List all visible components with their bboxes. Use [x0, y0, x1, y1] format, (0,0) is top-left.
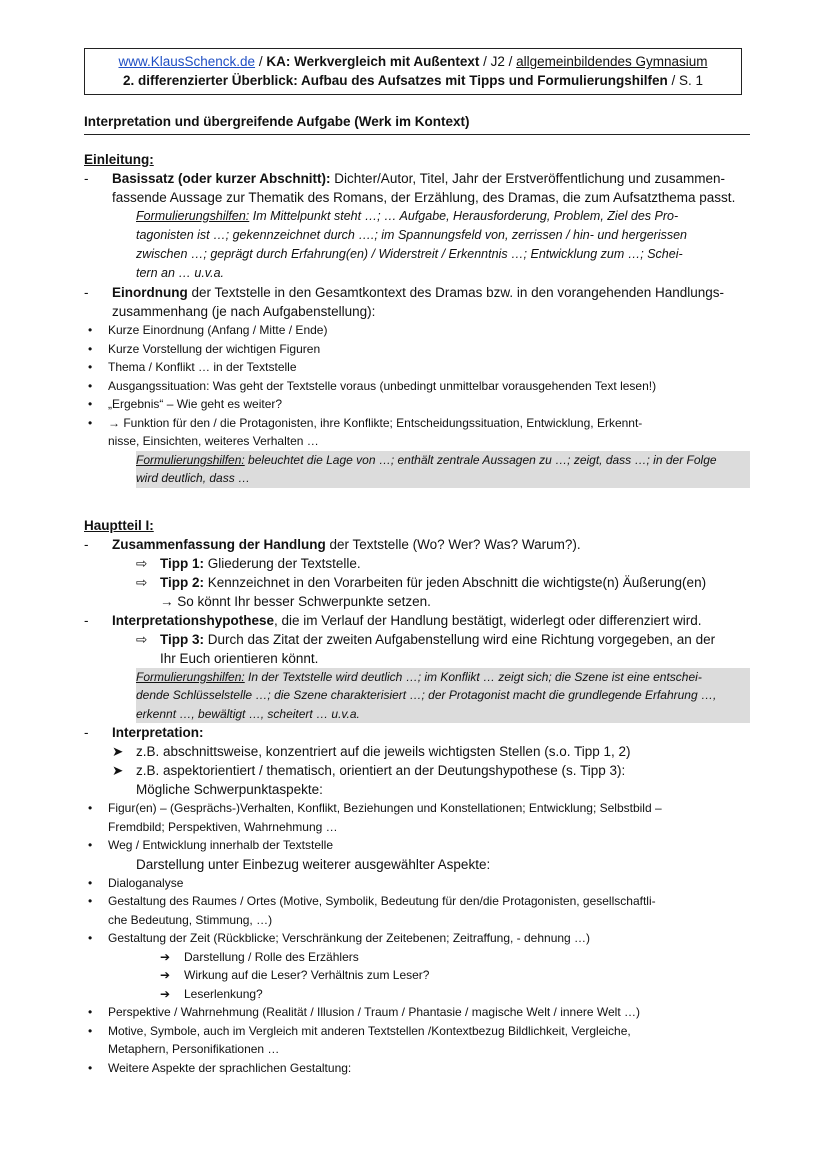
list-item: [84, 414, 750, 451]
tipp-3-line-2: Ihr Euch orientieren könnt.: [160, 650, 319, 666]
fh1-line-3: zwischen …; geprägt durch Erfahrung(en) / Widerstreit / Erkenntnis …; Entwicklung zum …; Schei-: [136, 247, 683, 261]
item-basissatz: [84, 169, 750, 207]
d-b2-line-1: Gestaltung des Raumes / Ortes (Motive, Symbolik, Bedeutung für den/die Protagonisten, gesellschaftli-: [108, 894, 656, 908]
document-header: [84, 48, 742, 95]
d-b2-line-2: che Bedeutung, Stimmung, …): [108, 912, 273, 927]
arrowhead-icon: ➤: [112, 763, 124, 778]
tipp-1-label: Tipp 1:: [160, 555, 205, 571]
list-item: • Kurze Einordnung (Anfang / Mitte / Ende): [84, 321, 750, 340]
interpretation-b-text: z.B. aspektorientiert / thematisch, orientiert an der Deutungshypothese (s. Tipp 3):: [136, 763, 626, 778]
zeit-arrows: [160, 948, 750, 1004]
darstellung-bullets: [84, 874, 750, 948]
basissatz-label: Basissatz (oder kurzer Abschnitt):: [112, 171, 331, 186]
tipp-2-text: Kennzeichnet in den Vorarbeiten für jeden Abschnitt die wichtigste(n) Äußerung(en): [204, 574, 707, 590]
tipp-2-label: Tipp 2:: [160, 574, 205, 590]
fh1-line-4: tern an … u.v.a.: [136, 266, 225, 280]
page-number: / S. 1: [667, 73, 704, 88]
sp-b1-line-2: Fremdbild; Perspektiven, Wahrnehmung …: [108, 819, 338, 834]
d-b5-line-2: Metaphern, Personifikationen …: [108, 1042, 280, 1056]
header-line-1: [85, 52, 741, 71]
sp-b1-line-1: Figur(en) – (Gesprächs-)Verhalten, Konflikt, Beziehungen und Konstellationen; Entwicklung; Selbstbild –: [108, 801, 662, 815]
item-interpretation: [84, 723, 750, 742]
hollow-arrow-icon: ⇨: [136, 631, 148, 647]
list-item: • Weg / Entwicklung innerhalb der Textstelle: [84, 836, 750, 855]
bold-arrow-icon: ➔: [160, 968, 171, 982]
hypothese-text: , die im Verlauf der Handlung bestätigt, widerlegt oder differenziert wird.: [274, 612, 702, 628]
bold-arrow-icon: ➔: [160, 986, 171, 1001]
einordnung-line-2: zusammenhang (je nach Aufgabenstellung):: [112, 304, 376, 319]
arrowhead-icon: ➤: [112, 744, 124, 759]
list-item: • Kurze Vorstellung der wichtigen Figuren: [84, 340, 750, 359]
tipp-3: [136, 630, 750, 668]
zusammenfassung-text: der Textstelle (Wo? Wer? Was? Warum?).: [325, 536, 581, 552]
darstellung-heading: Darstellung unter Einbezug weiterer ausgewählter Aspekte:: [136, 856, 491, 872]
item-einordnung: [84, 283, 750, 321]
tipp-1: [136, 554, 750, 573]
d-b5-line-1: Motive, Symbole, auch im Vergleich mit anderen Textstellen /Kontextbezug Bildlichkeit, Vergleiche,: [108, 1023, 631, 1038]
header-sep-2: / J2 /: [479, 54, 517, 69]
tipp-1-text: Gliederung der Textstelle.: [204, 555, 361, 571]
interpretation-a: [112, 742, 750, 761]
fh2-line-1: beleuchtet die Lage von …; enthält zentrale Aussagen zu …; zeigt, dass …; in der Folge: [244, 452, 717, 467]
zusammenfassung-label: Zusammenfassung der Handlung: [112, 536, 326, 552]
fh2-label: Formulierungshilfen:: [136, 452, 245, 467]
heading-einleitung: Einleitung:: [84, 152, 154, 167]
zeit-arrow-3: Leserlenkung?: [184, 986, 263, 1001]
fh3-label: Formulierungshilfen:: [136, 669, 245, 684]
list-item: • Ausgangssituation: Was geht der Textstelle voraus (unbedingt unmittelbar vorausgehenden Text lesen!): [84, 377, 750, 396]
tipp-2-sub: → So könnt Ihr besser Schwerpunkte setzen.: [160, 593, 431, 609]
hypothese-label: Interpretationshypothese: [112, 612, 275, 628]
hollow-arrow-icon: ⇨: [136, 574, 148, 590]
list-item: • Perspektive / Wahrnehmung (Realität / Illusion / Traum / Phantasie / magische Welt / innere Welt …): [84, 1003, 750, 1022]
content: [84, 150, 750, 1077]
bullet-6-line-1: → Funktion für den / die Protagonisten, ihre Konflikte; Entscheidungssituation, Entwicklung, Erkennt-: [108, 415, 643, 430]
list-item: [84, 892, 750, 929]
item-hypothese: [84, 611, 750, 630]
fh3-line-3: erkennt …, bewältigt …, scheitert … u.v.a.: [136, 706, 360, 721]
interpretation-label: Interpretation:: [112, 725, 204, 740]
header-sep-1: /: [255, 54, 267, 69]
einordnung-line-1: der Textstelle in den Gesamtkontext des Dramas bzw. in den vorangehenden Handlungs-: [187, 285, 725, 300]
formulierungshilfen-1: [136, 207, 750, 283]
list-item: [84, 1022, 750, 1059]
bullet-6-line-2: nisse, Einsichten, weiteres Verhalten …: [108, 434, 319, 448]
einordnung-bullets: [84, 321, 750, 451]
header-line-2-title: 2. differenzierter Überblick: Aufbau des Aufsatzes mit Tipps und Formulierungshilfen: [122, 73, 668, 88]
schwerpunkt-bullets: [84, 799, 750, 855]
basissatz-text-2: fassende Aussage zur Thematik des Romans, der Erzählung, des Dramas, die zum Aufsatzthema passt.: [112, 190, 736, 205]
heading-hauptteil: Hauptteil I:: [84, 517, 154, 533]
formulierungshilfen-3: [136, 668, 750, 724]
interpretation-a-text: z.B. abschnittsweise, konzentriert auf die jeweils wichtigsten Stellen (s.o. Tipp 1, 2): [136, 744, 631, 759]
formulierungshilfen-2: [136, 451, 750, 488]
list-item: • „Ergebnis“ – Wie geht es weiter?: [84, 395, 750, 414]
zeit-arrow-1: Darstellung / Rolle des Erzählers: [184, 949, 359, 964]
section-title: Interpretation und übergreifende Aufgabe (Werk im Kontext): [84, 114, 750, 135]
list-item: [160, 985, 750, 1004]
list-item: • Weitere Aspekte der sprachlichen Gestaltung:: [84, 1059, 750, 1078]
bold-arrow-icon: ➔: [160, 949, 171, 964]
item-zusammenfassung: [84, 535, 750, 554]
einordnung-label: Einordnung: [112, 285, 188, 300]
header-ka: KA: Werkvergleich mit Außentext: [266, 54, 480, 69]
fh1-line-1: Im Mittelpunkt steht …; … Aufgabe, Herausforderung, Problem, Ziel des Pro-: [249, 209, 679, 223]
list-item: [84, 799, 750, 836]
fh3-line-2: dende Schlüsselstelle …; die Szene charakterisiert …; der Protagonist macht die grundlegende Erfahrung …,: [136, 688, 717, 702]
zeit-arrow-2: Wirkung auf die Leser? Verhältnis zum Leser?: [184, 968, 430, 982]
fh1-label: Formulierungshilfen:: [136, 209, 250, 223]
list-item: [160, 948, 750, 967]
school-link[interactable]: allgemeinbildendes Gymnasium: [516, 54, 708, 69]
fh1-line-2: tagonisten ist …; gekennzeichnet durch ….; im Spannungsfeld von, zerrissen / hin- und hergerissen: [136, 228, 688, 242]
basissatz-text-1: Dichter/Autor, Titel, Jahr der Erstveröffentlichung und zusammen-: [330, 171, 725, 186]
list-item: • Thema / Konflikt … in der Textstelle: [84, 358, 750, 377]
tipp-3-label: Tipp 3:: [160, 631, 205, 647]
hollow-arrow-icon: ⇨: [136, 555, 148, 571]
interpretation-b: [112, 761, 750, 780]
fh2-line-2: wird deutlich, dass …: [136, 471, 251, 485]
darstellung-bullets-2: [84, 1003, 750, 1077]
site-link[interactable]: www.KlausSchenck.de: [118, 54, 256, 69]
tipp-3-line-1: Durch das Zitat der zweiten Aufgabenstellung wird eine Richtung vorgegeben, an der: [204, 631, 716, 647]
list-item: • Gestaltung der Zeit (Rückblicke; Verschränkung der Zeitebenen; Zeitraffung, - dehnung …): [84, 929, 750, 948]
schwerpunkt-heading: Mögliche Schwerpunktaspekte:: [136, 782, 323, 797]
header-line-2: [85, 71, 741, 90]
list-item: [160, 966, 750, 985]
tipp-2: [136, 573, 750, 592]
fh3-line-1: In der Textstelle wird deutlich …; im Konflikt … zeigt sich; die Szene ist eine entschei-: [244, 669, 702, 684]
list-item: • Dialoganalyse: [84, 874, 750, 893]
